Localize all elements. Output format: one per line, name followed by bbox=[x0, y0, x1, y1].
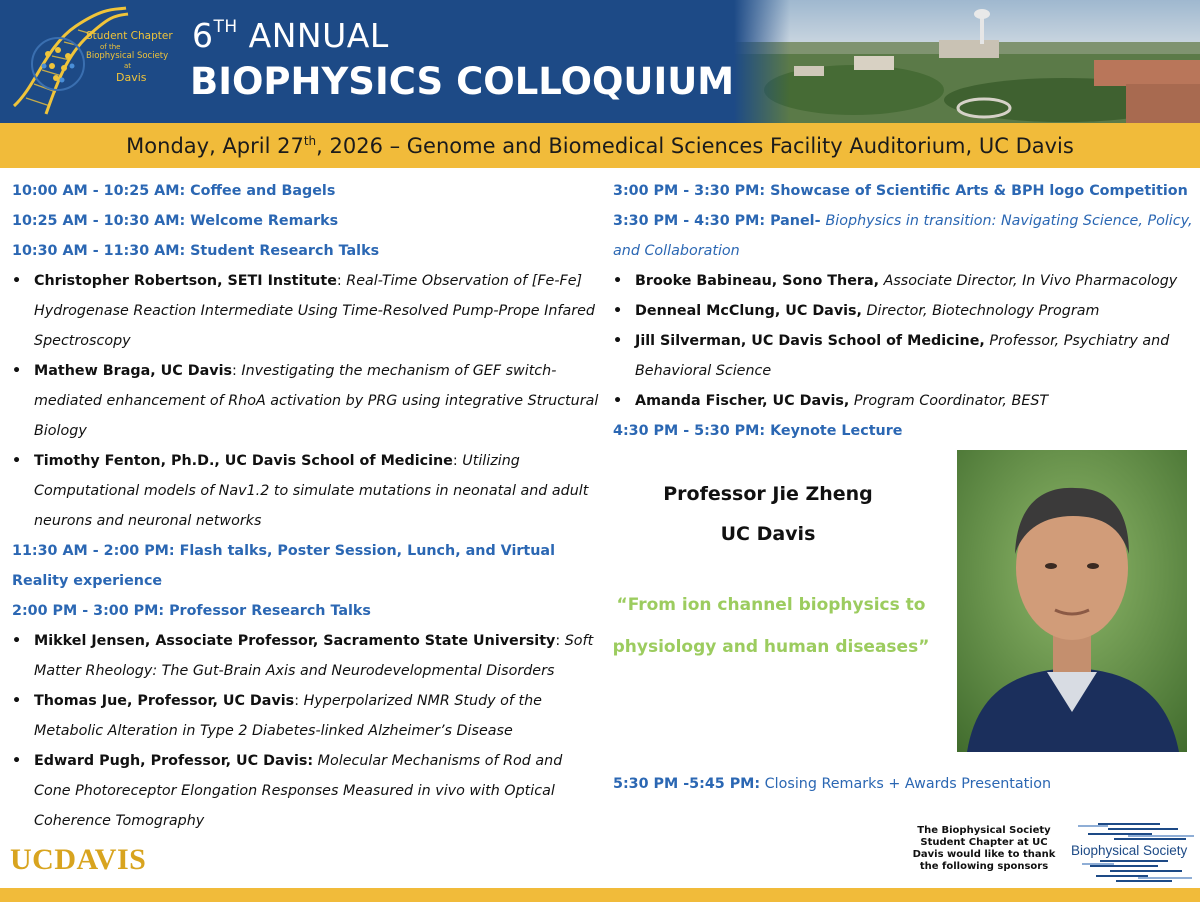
event-title: BIOPHYSICS COLLOQUIUM bbox=[190, 60, 735, 103]
panel-heading: 3:30 PM - 4:30 PM: Panel- Biophysics in transition: Navigating Science, Policy, and Collaboration bbox=[613, 213, 1193, 259]
event-edition: 6TH ANNUAL bbox=[192, 16, 389, 55]
campus-aerial-photo bbox=[734, 0, 1200, 123]
panelist-item: • Denneal McClung, UC Davis, Director, Biotechnology Program bbox=[613, 303, 1100, 319]
schedule-heading: 3:00 PM - 3:30 PM: Showcase of Scientific Arts & BPH logo Competition bbox=[613, 183, 1188, 199]
schedule-left-column bbox=[12, 176, 602, 836]
talk-item: • Thomas Jue, Professor, UC Davis: Hyperpolarized NMR Study of the Metabolic Alteration in Type 2 Diabetes-linked Alzheimer’s Disease bbox=[12, 693, 542, 739]
ucdavis-logo: UCDAVIS bbox=[10, 843, 147, 876]
header-banner bbox=[0, 0, 1200, 123]
talk-item: • Timothy Fenton, Ph.D., UC Davis School of Medicine: Utilizing Computational models of Nav1.2 to simulate mutations in neonatal and adult neurons and neuronal networks bbox=[12, 453, 589, 529]
talk-item: • Edward Pugh, Professor, UC Davis: Molecular Mechanisms of Rod and Cone Photoreceptor Elongation Responses Measured in vivo with Optical Coherence Tomography bbox=[12, 753, 563, 829]
schedule-heading: 10:00 AM - 10:25 AM: Coffee and Bagels bbox=[12, 183, 336, 199]
talk-item: • Mathew Braga, UC Davis: Investigating the mechanism of GEF switch-mediated enhancement of RhoA activation by PRG using integrative Structural Biology bbox=[12, 363, 599, 439]
keynote-speaker-name: Professor Jie Zheng bbox=[663, 483, 873, 505]
schedule-heading: 10:25 AM - 10:30 AM: Welcome Remarks bbox=[12, 213, 339, 229]
keynote-speaker bbox=[613, 474, 923, 554]
talk-item: • Christopher Robertson, SETI Institute: Real-Time Observation of [Fe-Fe] Hydrogenase Reaction Intermediate Using Time-Resolved Pump-Prope Infared Spectroscopy bbox=[12, 273, 595, 349]
talk-item: • Mikkel Jensen, Associate Professor, Sacramento State University: Soft Matter Rheology: The Gut-Brain Axis and Neurodevelopmental Disorders bbox=[12, 633, 594, 679]
keynote-title-quote: “From ion channel biophysics to physiology and human diseases” bbox=[612, 595, 930, 657]
chapter-logo-text: Student Chapter of the Biophysical Society at Davis bbox=[86, 30, 173, 84]
bottom-gold-bar bbox=[0, 888, 1200, 902]
schedule-heading: 4:30 PM - 5:30 PM: Keynote Lecture bbox=[613, 423, 903, 439]
schedule-heading: 2:00 PM - 3:00 PM: Professor Research Talks bbox=[12, 603, 371, 619]
panelist-item: • Brooke Babineau, Sono Thera, Associate Director, In Vivo Pharmacology bbox=[613, 273, 1178, 289]
schedule-heading: 11:30 AM - 2:00 PM: Flash talks, Poster Session, Lunch, and Virtual Reality experience bbox=[12, 543, 555, 589]
schedule-right-column bbox=[613, 176, 1198, 446]
panelist-item: • Jill Silverman, UC Davis School of Medicine, Professor, Psychiatry and Behavioral Science bbox=[613, 333, 1170, 379]
keynote-speaker-affiliation: UC Davis bbox=[720, 523, 816, 545]
date-venue-bar bbox=[0, 123, 1200, 168]
closing-remarks: 5:30 PM -5:45 PM: Closing Remarks + Awards Presentation bbox=[613, 776, 1052, 792]
sponsor-thanks-text: The Biophysical Society Student Chapter at UC Davis would like to thank the following sponsors bbox=[912, 825, 1056, 872]
date-venue-text: Monday, April 27th, 2026 – Genome and Biomedical Sciences Facility Auditorium, UC Davis bbox=[126, 133, 1074, 158]
biophysical-society-wordmark: Biophysical Society bbox=[1071, 843, 1188, 858]
schedule-heading: 10:30 AM - 11:30 AM: Student Research Talks bbox=[12, 243, 380, 259]
panelist-item: • Amanda Fischer, UC Davis, Program Coordinator, BEST bbox=[613, 393, 1049, 409]
keynote-speaker-portrait bbox=[957, 450, 1187, 752]
